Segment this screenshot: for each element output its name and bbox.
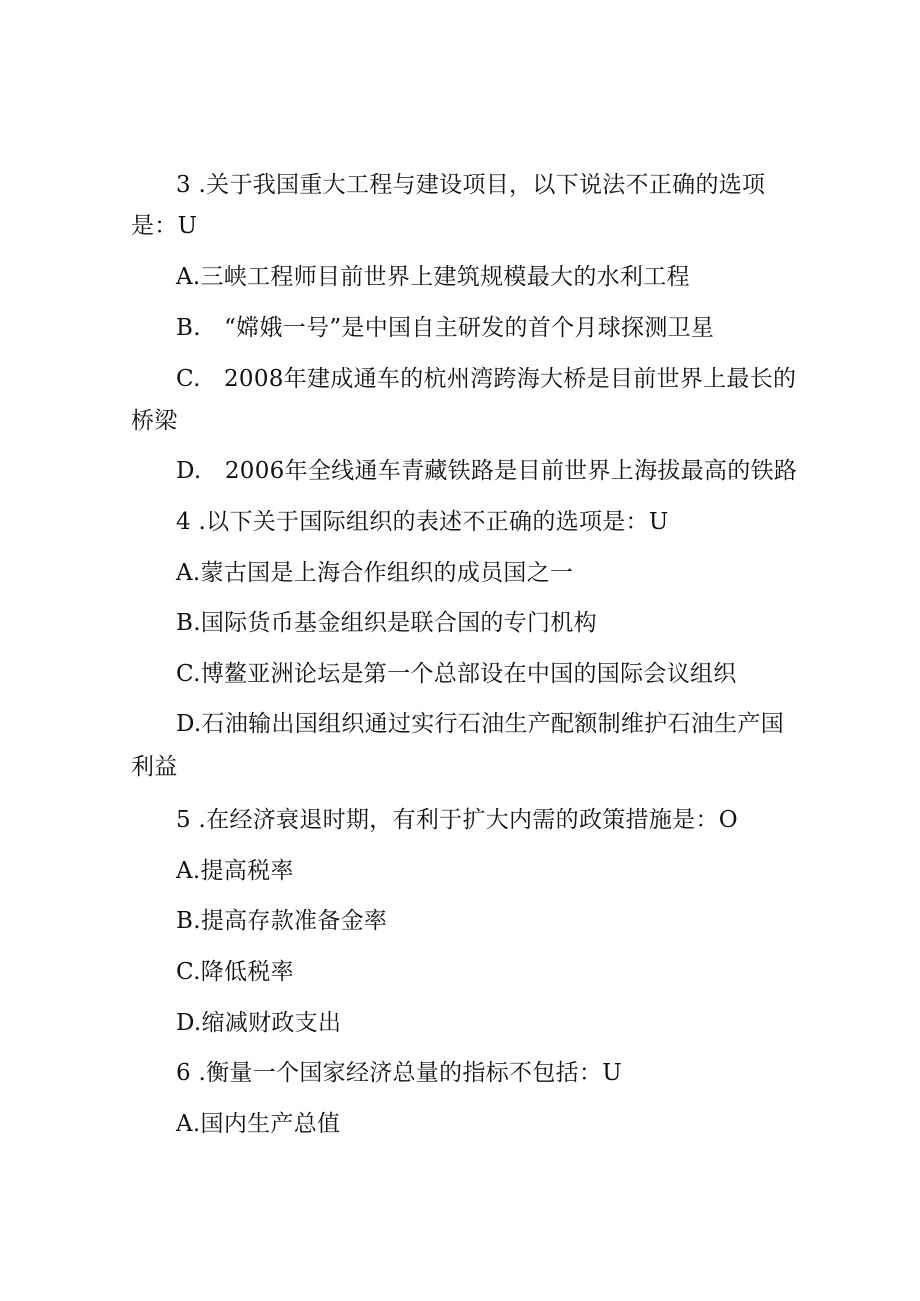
question-4-stem: 4 .以下关于国际组织的表述不正确的选项是：U	[176, 509, 669, 535]
question-5-stem: 5 .在经济衰退时期，有利于扩大内需的政策措施是：O	[176, 807, 738, 833]
question-4-option-c: C.博鳌亚洲论坛是第一个总部设在中国的国际会议组织	[176, 661, 737, 687]
question-3-stem-continued: 是：U	[131, 213, 198, 239]
question-4-option-a: A.蒙古国是上海合作组织的成员国之一	[176, 560, 574, 586]
question-5-option-c: C.降低税率	[176, 959, 294, 985]
question-4-option-b: B.国际货币基金组织是联合国的专门机构	[176, 610, 597, 636]
question-3-option-c: C. 2008年建成通车的杭州湾跨海大桥是目前世界上最长的	[176, 366, 797, 392]
question-5-option-a: A.提高税率	[176, 858, 294, 884]
question-3-stem: 3 .关于我国重大工程与建设项目，以下说法不正确的选项	[176, 172, 766, 198]
question-3-option-d: D. 2006年全线通车青藏铁路是目前世界上海拔最高的铁路	[176, 458, 798, 484]
question-4-option-d: D.石油输出国组织通过实行石油生产配额制维护石油生产国	[176, 711, 785, 737]
question-3-option-a: A.三峡工程师目前世界上建筑规模最大的水利工程	[176, 264, 690, 290]
question-6-option-a: A.国内生产总值	[176, 1111, 341, 1137]
question-4-option-d-continued: 利益	[131, 754, 178, 780]
question-6-stem: 6 .衡量一个国家经济总量的指标不包括：U	[176, 1060, 622, 1086]
question-3-option-b: B. “嫦娥一号”是中国自主研发的首个月球探测卫星	[176, 315, 715, 341]
question-5-option-b: B.提高存款准备金率	[176, 908, 388, 934]
question-3-option-c-continued: 桥梁	[131, 408, 178, 434]
question-5-option-d: D.缩减财政支出	[176, 1010, 342, 1036]
